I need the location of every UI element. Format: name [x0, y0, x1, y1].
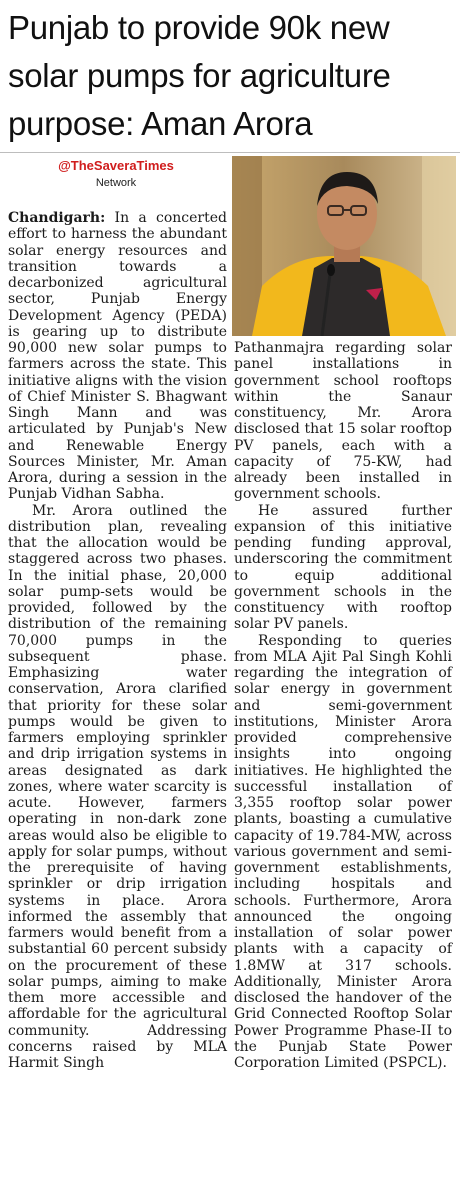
- article-paragraph: Pathanmajra regarding solar panel installations in government school rooftops within the Sanaur constituency, Mr. Arora disclosed that 15 solar rooftop PV panels, each with a capacity of 75-KW, had already been installed in government schools.: [234, 340, 452, 503]
- byline-network: Network: [95, 177, 137, 189]
- byline: [8, 158, 224, 190]
- article-paragraph: Mr. Arora outlined the distribution plan, revealing that the allocation would be staggered across two phases. In the initial phase, 20,000 solar pump-sets would be provided, followed by the distribution of the remaining 70,000 pumps in the subsequent phase. Emphasizing water conservation, Arora clarified that priority for these solar pumps would be given to farmers employing sprinkler and drip irrigation systems in areas designated as dark zones, where water scarcity is acute. However, farmers operating in non-dark zone areas would also be eligible to apply for solar pumps, without the prerequisite of having sprinkler or drip irrigation systems in place. Arora informed the assembly that farmers would benefit from a substantial 60 percent subsidy on the procurement of these solar pumps, aiming to make them more accessible and affordable for the agricultural community. Addressing concerns raised by MLA Harmit Singh: [8, 502, 227, 1071]
- person-portrait-icon: [232, 156, 456, 336]
- article-column-left: [8, 210, 227, 1071]
- headline: [8, 4, 454, 148]
- dateline: Chandigarh:: [8, 210, 106, 226]
- divider: [0, 152, 460, 153]
- article-paragraph: Responding to queries from MLA Ajit Pal Singh Kohli regarding the integration of solar energy in government and semi-government institutions, Minister Arora provided comprehensive insights into ongoing initiatives. He highlighted the successful installation of 3,355 rooftop solar power plants, boasting a cumulative capacity of 19.784-MW, across various government and semi-government establishments, including hospitals and schools. Furthermore, Arora announced the ongoing installation of solar power plants with a capacity of 1.8MW at 317 schools. Additionally, Minister Arora disclosed the handover of the Grid Connected Rooftop Solar Power Programme Phase-II to the Punjab State Power Corporation Limited (PSPCL).: [234, 632, 452, 1071]
- article-column-right: [234, 340, 452, 1071]
- byline-handle: @TheSaveraTimes: [58, 158, 174, 173]
- headline-line-1: Punjab to provide 90k new: [8, 9, 390, 46]
- headline-line-2: solar pumps for agriculture: [8, 57, 391, 94]
- headline-line-3: purpose: Aman Arora: [8, 105, 313, 142]
- article-paragraph: [8, 210, 227, 503]
- article-paragraph: He assured further expansion of this initiative pending funding approval, underscoring the commitment to equip additional government schools in the constituency with rooftop solar PV panels.: [234, 502, 452, 633]
- portrait-photo: [232, 156, 456, 336]
- paragraph-text: In a concerted effort to harness the abundant solar energy resources and transition towards a decarbonized agricultural sector, Punjab Energy Development Agency (PEDA) is gearing up to distribute 90,000 new solar pumps to farmers across the state. This initiative aligns with the vision of Chief Minister S. Bhagwant Singh Mann and was articulated by Punjab's New and Renewable Energy Sources Minister, Mr. Aman Arora, during a session in the Punjab Vidhan Sabha.: [8, 210, 227, 503]
